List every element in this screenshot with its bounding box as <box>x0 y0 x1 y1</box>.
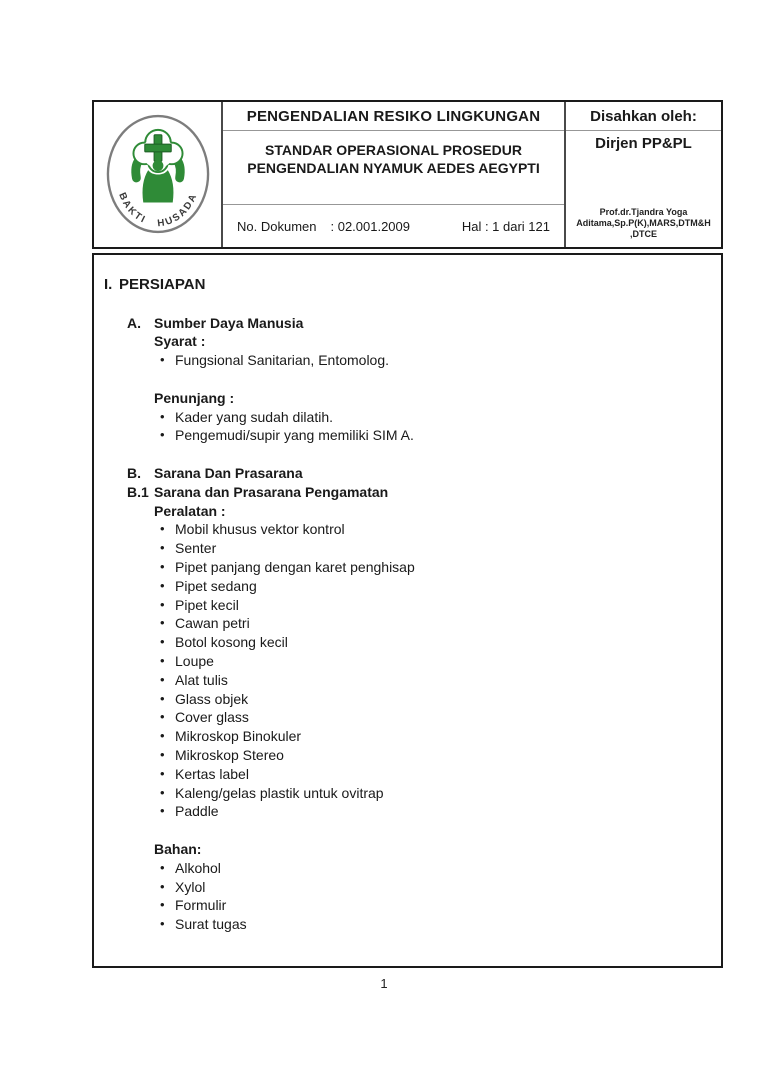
subsection-a-number: A. <box>127 314 141 331</box>
bullet-icon: • <box>160 690 165 706</box>
section-title: PERSIAPAN <box>119 276 206 293</box>
list-item: • Pengemudi/supir yang memiliki SIM A. <box>154 426 709 445</box>
logo-arc-label: BAKTI HUSADA <box>115 190 200 230</box>
list-item: • Kader yang sudah dilatih. <box>154 408 709 427</box>
list-item: • Mobil khusus vektor kontrol <box>154 520 709 539</box>
section-heading <box>104 276 709 295</box>
list-item: • Cover glass <box>154 708 709 727</box>
list-item: • Cawan petri <box>154 614 709 633</box>
list-item: • Botol kosong kecil <box>154 633 709 652</box>
bullet-icon: • <box>160 540 165 556</box>
penunjang-list <box>154 408 709 446</box>
list-item: • Mikroskop Stereo <box>154 746 709 765</box>
subsection-a-heading <box>127 314 709 333</box>
bullet-icon: • <box>160 728 165 744</box>
bullet-icon: • <box>160 916 165 932</box>
subsection-b-title: Sarana Dan Prasarana <box>154 464 303 481</box>
section-number: I. <box>104 276 113 293</box>
subtitle-line-1: STANDAR OPERASIONAL PROSEDUR <box>265 142 522 158</box>
header-table <box>92 100 723 249</box>
document-number-label: No. Dokumen <box>237 218 317 234</box>
bahan-label: Bahan: <box>154 840 202 857</box>
bullet-icon: • <box>160 897 165 913</box>
page-number: 1 <box>380 976 388 991</box>
peralatan-list <box>154 520 709 821</box>
subtitle-line-2: PENGENDALIAN NYAMUK AEDES AEGYPTI <box>247 160 540 176</box>
bullet-icon: • <box>160 803 165 819</box>
approver-name: Prof.dr.Tjandra Yoga Aditama,Sp.P(K),MARS,DTM&H ,DTCE <box>576 207 711 239</box>
list-item: • Kaleng/gelas plastik untuk ovitrap <box>154 784 709 803</box>
logo-cell <box>94 102 223 247</box>
bullet-icon: • <box>160 878 165 894</box>
bullet-icon: • <box>160 558 165 574</box>
bullet-icon: • <box>160 596 165 612</box>
list-item: • Fungsional Sanitarian, Entomolog. <box>154 351 709 370</box>
subsection-b1-number: B.1 <box>127 483 149 500</box>
document-subtitle <box>223 131 564 205</box>
list-item: • Glass objek <box>154 690 709 709</box>
list-item: • Kertas label <box>154 765 709 784</box>
penunjang-label: Penunjang : <box>154 389 235 406</box>
list-item: • Senter <box>154 539 709 558</box>
bullet-icon: • <box>160 652 165 668</box>
list-item: • Pipet kecil <box>154 596 709 615</box>
syarat-list <box>154 351 709 370</box>
list-item: • Formulir <box>154 896 709 915</box>
subsection-a-title: Sumber Daya Manusia <box>154 314 304 331</box>
bullet-icon: • <box>160 577 165 593</box>
document-number-value: : 02.001.2009 <box>330 218 411 234</box>
section-body <box>127 314 709 934</box>
bullet-icon: • <box>160 352 165 368</box>
header-middle-column <box>223 102 566 247</box>
list-item: • Pipet sedang <box>154 577 709 596</box>
bullet-icon: • <box>160 765 165 781</box>
list-item: • Pipet panjang dengan karet penghisap <box>154 558 709 577</box>
subsection-b-heading <box>127 464 709 483</box>
document-number <box>237 219 410 234</box>
list-item: • Xylol <box>154 878 709 897</box>
list-item: • Loupe <box>154 652 709 671</box>
list-item: • Alat tulis <box>154 671 709 690</box>
bullet-icon: • <box>160 671 165 687</box>
list-item: • Surat tugas <box>154 915 709 934</box>
bullet-icon: • <box>160 408 165 424</box>
bullet-icon: • <box>160 615 165 631</box>
list-item: • Mikroskop Binokuler <box>154 727 709 746</box>
subsection-b1-heading <box>127 483 709 502</box>
list-item: • Alkohol <box>154 859 709 878</box>
content-box <box>92 253 723 968</box>
approved-by-label: Disahkan oleh: <box>566 102 721 131</box>
bakti-husada-logo-icon <box>104 112 212 238</box>
bullet-icon: • <box>160 746 165 762</box>
syarat-label: Syarat : <box>154 333 206 350</box>
bullet-icon: • <box>160 709 165 725</box>
bullet-icon: • <box>160 634 165 650</box>
page-reference: Hal : 1 dari 121 <box>461 218 550 234</box>
subsection-b-number: B. <box>127 464 141 481</box>
bahan-list <box>154 859 709 934</box>
subsection-b1-content <box>154 502 709 934</box>
bullet-icon: • <box>160 784 165 800</box>
approver-title: Dirjen PP&PL <box>595 135 692 152</box>
document-title: PENGENDALIAN RESIKO LINGKUNGAN <box>223 102 564 131</box>
list-item: • Paddle <box>154 802 709 821</box>
bullet-icon: • <box>160 859 165 875</box>
bullet-icon: • <box>160 521 165 537</box>
header-approval-column <box>566 102 721 247</box>
subsection-b1-title: Sarana dan Prasarana Pengamatan <box>154 483 389 500</box>
approver-cell <box>566 131 721 247</box>
peralatan-label: Peralatan : <box>154 502 226 519</box>
document-meta-row <box>223 205 564 247</box>
bullet-icon: • <box>160 427 165 443</box>
subsection-a-content <box>154 332 709 445</box>
